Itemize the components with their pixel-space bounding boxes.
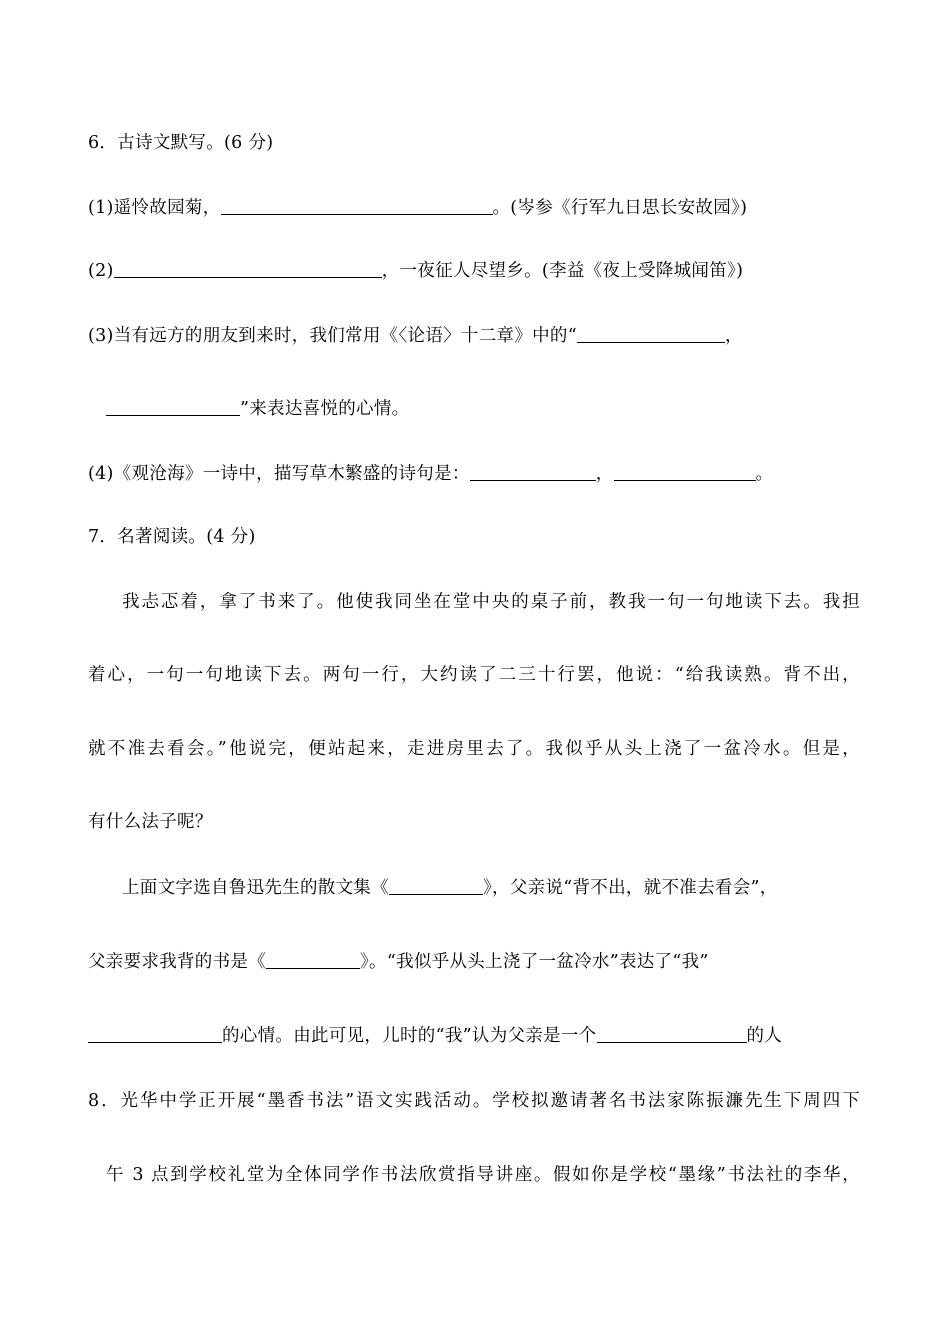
q6-item3-prefix: (3)当有远方的朋友到来时，我们常用《〈论语〉十二章》中的“ <box>88 326 577 346</box>
q6-item4-suffix: 。 <box>755 464 774 484</box>
q6-item4-mid: ， <box>595 464 614 484</box>
q7-q1-suffix: 》，父亲说“背不出，就不准去看会”， <box>483 878 778 898</box>
q7-feeling-blank[interactable] <box>88 1024 222 1043</box>
q7-question-line-2 <box>88 950 709 974</box>
q6-item-3-line-2 <box>106 397 409 421</box>
q6-item2-suffix: ，一夜征人尽望乡。(李益《夜上受降城闻笛》) <box>381 261 744 281</box>
q7-passage-line-1: 我忐忑着，拿了书来了。他使我同坐在堂中央的桌子前，教我一句一句地读下去。我担 <box>122 592 860 612</box>
q6-item-4 <box>88 462 773 486</box>
q7-collection-blank[interactable] <box>389 876 483 895</box>
q6-item1-prefix: (1)遥怜故园菊， <box>88 198 221 218</box>
q6-item4-blank-1[interactable] <box>470 462 596 481</box>
q7-passage-line-4: 有什么法子呢？ <box>88 812 213 832</box>
q7-q1-prefix: 上面文字选自鲁迅先生的散文集《 <box>122 878 389 898</box>
q6-item3-blank-1[interactable] <box>577 324 725 343</box>
q8-line-2: 午 3 点到学校礼堂为全体同学作书法欣赏指导讲座。假如你是学校“墨缘”书法社的李华， <box>106 1165 860 1185</box>
q7-q3-mid: 的心情。由此可见，儿时的“我”认为父亲是一个 <box>222 1026 597 1046</box>
q6-item2-prefix: (2) <box>88 261 114 281</box>
q7-title: 7．名著阅读。(4 分) <box>88 527 256 547</box>
q7-q2-suffix: 》。“我似乎从头上浇了一盆冷水”表达了“我” <box>360 952 709 972</box>
q7-passage-line-2: 着心，一句一句地读下去。两句一行，大约读了二三十行罢，他说：“给我读熟。背不出， <box>88 665 860 685</box>
q6-title: 6．古诗文默写。(6 分) <box>88 133 274 153</box>
q8-line-1: 8．光华中学正开展“墨香书法”语文实践活动。学校拟邀请著名书法家陈振濂先生下周四下 <box>88 1091 860 1111</box>
q6-item3-suffix: ”来表达喜悦的心情。 <box>240 399 410 419</box>
q6-item1-suffix: 。(岑参《行军九日思长安故园》) <box>492 198 748 218</box>
q6-item1-blank[interactable] <box>221 196 493 215</box>
q6-item3-blank-2[interactable] <box>106 397 240 416</box>
q7-book-blank[interactable] <box>266 950 360 969</box>
q6-item3-comma: ， <box>724 326 743 346</box>
q6-item4-prefix: (4)《观沧海》一诗中，描写草木繁盛的诗句是： <box>88 464 470 484</box>
q6-item2-blank[interactable] <box>114 259 382 278</box>
q7-q2-prefix: 父亲要求我背的书是《 <box>88 952 266 972</box>
q7-passage-line-3: 就不准去看会。”他说完，便站起来，走进房里去了。我似乎从头上浇了一盆冷水。但是， <box>88 739 860 759</box>
q7-question-line-1 <box>122 876 778 900</box>
q6-item4-blank-2[interactable] <box>614 462 756 481</box>
q6-item-1 <box>88 196 747 220</box>
q7-question-line-3 <box>88 1024 782 1048</box>
q6-item-2 <box>88 259 743 283</box>
q7-q3-suffix: 的人 <box>746 1026 783 1046</box>
q6-item-3-line-1 <box>88 324 743 348</box>
q7-father-blank[interactable] <box>597 1024 747 1043</box>
